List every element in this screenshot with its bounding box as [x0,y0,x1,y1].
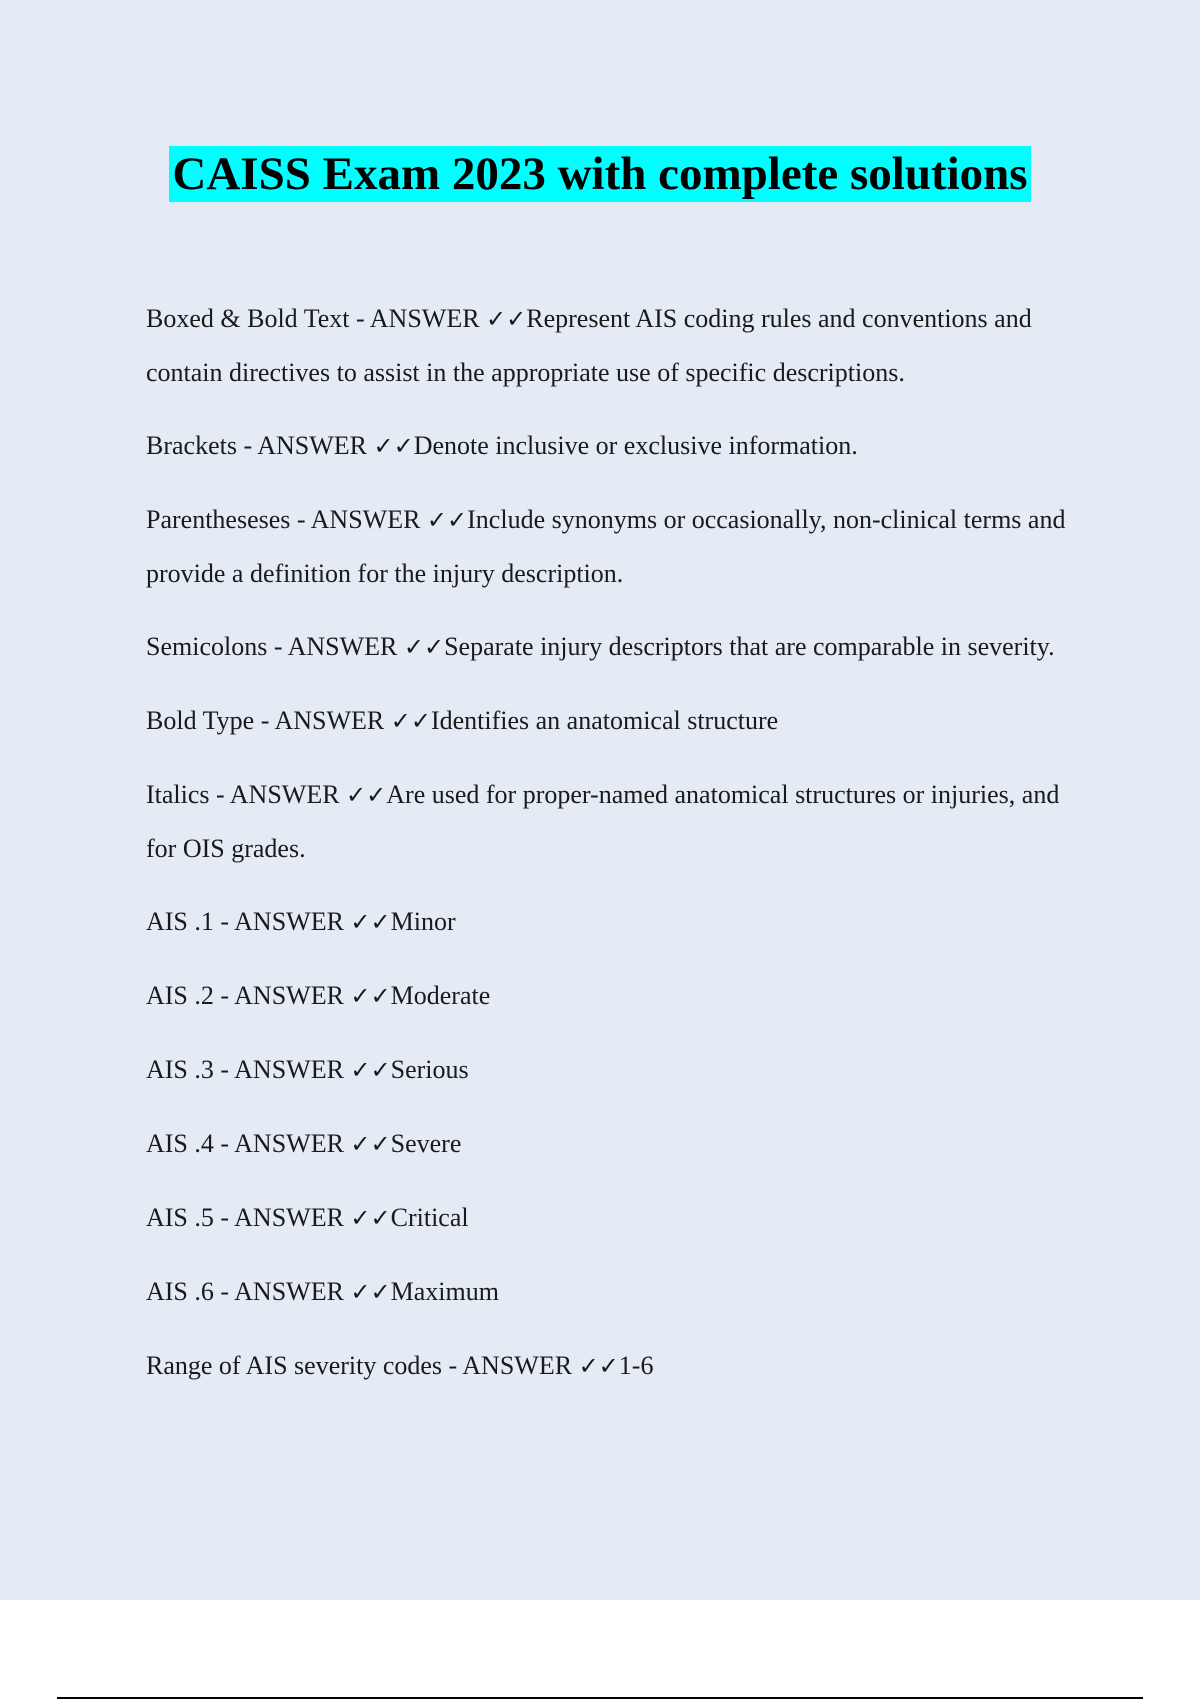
qa-item [146,1265,1081,1319]
qa-answer: Are used for proper-named anatomical structures or injuries, and for OIS grades. [146,780,1060,863]
double-check-icon: ✓✓ [403,633,445,661]
qa-separator: - [213,907,235,936]
qa-item [146,895,1081,949]
qa-answer: Denote inclusive or exclusive information. [413,431,858,460]
qa-separator: - [349,304,370,333]
answer-label: ANSWER [234,1055,351,1084]
qa-term: Boxed & Bold Text [146,304,350,333]
qa-item [146,969,1081,1023]
qa-term: Range of AIS severity codes [146,1351,443,1380]
title-container [0,146,1200,202]
qa-answer: Separate injury descriptors that are comparable in severity. [444,632,1055,661]
qa-separator: - [213,1203,235,1232]
qa-separator: - [209,780,230,809]
qa-answer: Critical [390,1203,469,1232]
qa-answer: 1-6 [618,1351,654,1380]
answer-label: ANSWER [462,1351,579,1380]
qa-answer: Serious [390,1055,469,1084]
answer-label: ANSWER [234,907,351,936]
double-check-icon: ✓✓ [350,1056,391,1084]
double-check-icon: ✓✓ [486,305,527,333]
qa-separator: - [213,981,235,1010]
qa-term: Italics [146,780,210,809]
qa-item [146,1339,1081,1393]
answer-label: ANSWER [234,1203,351,1232]
page-title: CAISS Exam 2023 with complete solutions [169,146,1030,202]
qa-term: Semicolons [146,632,268,661]
qa-answer: Moderate [390,981,491,1010]
double-check-icon: ✓✓ [373,432,414,460]
double-check-icon: ✓✓ [346,781,387,809]
qa-separator: - [267,632,288,661]
qa-item [146,1191,1081,1245]
double-check-icon: ✓✓ [350,1278,391,1306]
double-check-icon: ✓✓ [578,1352,619,1380]
qa-separator: - [290,505,311,534]
qa-separator: - [442,1351,463,1380]
answer-label: ANSWER [369,304,487,333]
answer-label: ANSWER [234,1129,351,1158]
qa-term: AIS .1 [146,907,214,936]
double-check-icon: ✓✓ [350,908,391,936]
answer-label: ANSWER [257,431,374,460]
qa-term: AIS .6 [146,1277,214,1306]
qa-answer: Severe [390,1129,462,1158]
qa-term: Bold Type [146,706,255,735]
qa-item [146,1117,1081,1171]
qa-term: AIS .5 [146,1203,214,1232]
qa-separator: - [213,1277,235,1306]
qa-item [146,1043,1081,1097]
qa-item [146,493,1081,600]
double-check-icon: ✓✓ [390,707,431,735]
qa-term: AIS .2 [146,981,214,1010]
qa-list [146,292,1081,1413]
answer-label: ANSWER [287,632,404,661]
qa-answer: Include synonyms or occasionally, non-clinical terms and provide a definition for the injury description. [146,505,1066,588]
answer-label: ANSWER [234,981,351,1010]
qa-term: AIS .3 [146,1055,214,1084]
double-check-icon: ✓✓ [350,1204,391,1232]
answer-label: ANSWER [229,780,347,809]
qa-answer: Minor [390,907,456,936]
qa-item [146,620,1081,674]
qa-term: Brackets [146,431,237,460]
footer-divider [57,1697,1143,1699]
qa-item [146,292,1081,399]
qa-answer: Represent AIS coding rules and conventions and contain directives to assist in the appropriate use of specific descriptions. [146,304,1032,387]
qa-answer: Identifies an anatomical structure [430,706,779,735]
qa-term: Parentheseses [146,505,291,534]
qa-item [146,419,1081,473]
qa-separator: - [254,706,275,735]
qa-item [146,694,1081,748]
qa-separator: - [213,1055,235,1084]
qa-answer: Maximum [390,1277,499,1306]
answer-label: ANSWER [274,706,391,735]
qa-separator: - [236,431,258,460]
double-check-icon: ✓✓ [426,506,468,534]
qa-item [146,768,1081,875]
qa-term: AIS .4 [146,1129,214,1158]
answer-label: ANSWER [234,1277,351,1306]
qa-separator: - [213,1129,235,1158]
double-check-icon: ✓✓ [350,982,391,1010]
answer-label: ANSWER [310,505,427,534]
double-check-icon: ✓✓ [350,1130,391,1158]
